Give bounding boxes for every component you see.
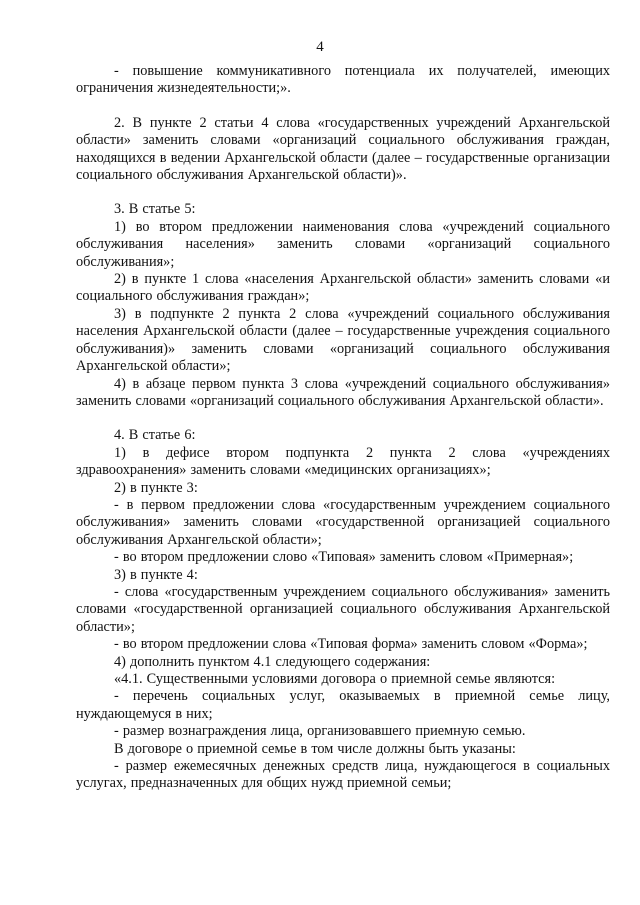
paragraph-spacer: [76, 410, 610, 427]
paragraph: 2) в пункте 3:: [114, 479, 198, 496]
paragraph: - во втором предложении слово «Типовая» заменить словом «Примерная»;: [114, 549, 574, 566]
page-number: 4: [316, 39, 324, 55]
paragraph: 1) в дефисе втором подпункта 2 пункта 2 слова «учреждениях здравоохранения» заменить словами «медицинских организациях»;: [76, 444, 610, 479]
paragraph: - размер ежемесячных денежных средств лица, нуждающегося в социальных услугах, предназначенных для общих нужд приемной семьи;: [76, 758, 610, 792]
paragraph: «4.1. Существенными условиями договора о приемной семье являются:: [114, 671, 556, 687]
paragraph: 2) в пункте 1 слова «населения Архангельской области» заменить словами «и социального обслуживания граждан»;: [76, 271, 610, 305]
paragraph: В договоре о приемной семье в том числе должны быть указаны:: [114, 740, 516, 757]
paragraph: 1) во втором предложении наименования слова «учреждений социального обслуживания населения» заменить словами «организаций социального обслуживания»;: [76, 218, 610, 270]
paragraph: - перечень социальных услуг, оказываемых в приемной семье лицу, нуждающемуся в них;: [76, 688, 610, 722]
paragraph-spacer: [76, 184, 610, 201]
paragraph: 2. В пункте 2 статьи 4 слова «государственных учреждений Архангельской области» заменить словами «организаций социального обслуживания граждан, находящихся в ведении Архангельской области (далее – государственные организации социального обслуживания Архангельской области)».: [76, 114, 610, 184]
paragraph: - размер вознаграждения лица, организовавшего приемную семью.: [114, 723, 526, 740]
paragraph: 3. В статье 5:: [114, 201, 196, 218]
paragraph: - повышение коммуникативного потенциала их получателей, имеющих ограничения жизнедеятельности;».: [76, 63, 610, 97]
document-body: [76, 63, 610, 793]
paragraph: 4) в абзаце первом пункта 3 слова «учреждений социального обслуживания» заменить словами «организаций социального обслуживания Архангельской области».: [76, 375, 610, 409]
paragraph: 4) дополнить пунктом 4.1 следующего содержания:: [114, 653, 431, 670]
paragraph: - слова «государственным учреждением социального обслуживания» заменить словами «государственной организацией социального обслуживания Архангельской области»;: [76, 583, 610, 635]
paragraph: 3) в пункте 4:: [114, 566, 198, 583]
paragraph-spacer: [76, 98, 610, 115]
paragraph: - в первом предложении слова «государственным учреждением социального обслуживания» заменить словами «государственной организацией социального обслуживания Архангельской области»;: [76, 496, 610, 548]
paragraph: 3) в подпункте 2 пункта 2 слова «учреждений социального обслуживания населения Архангельской области (далее – государственные учреждения социального обслуживания)» заменить словами «организаций социального обслуживания Архангельской области»;: [76, 305, 610, 375]
paragraph: 4. В статье 6:: [114, 427, 196, 444]
paragraph: - во втором предложении слова «Типовая форма» заменить словом «Форма»;: [114, 636, 588, 653]
